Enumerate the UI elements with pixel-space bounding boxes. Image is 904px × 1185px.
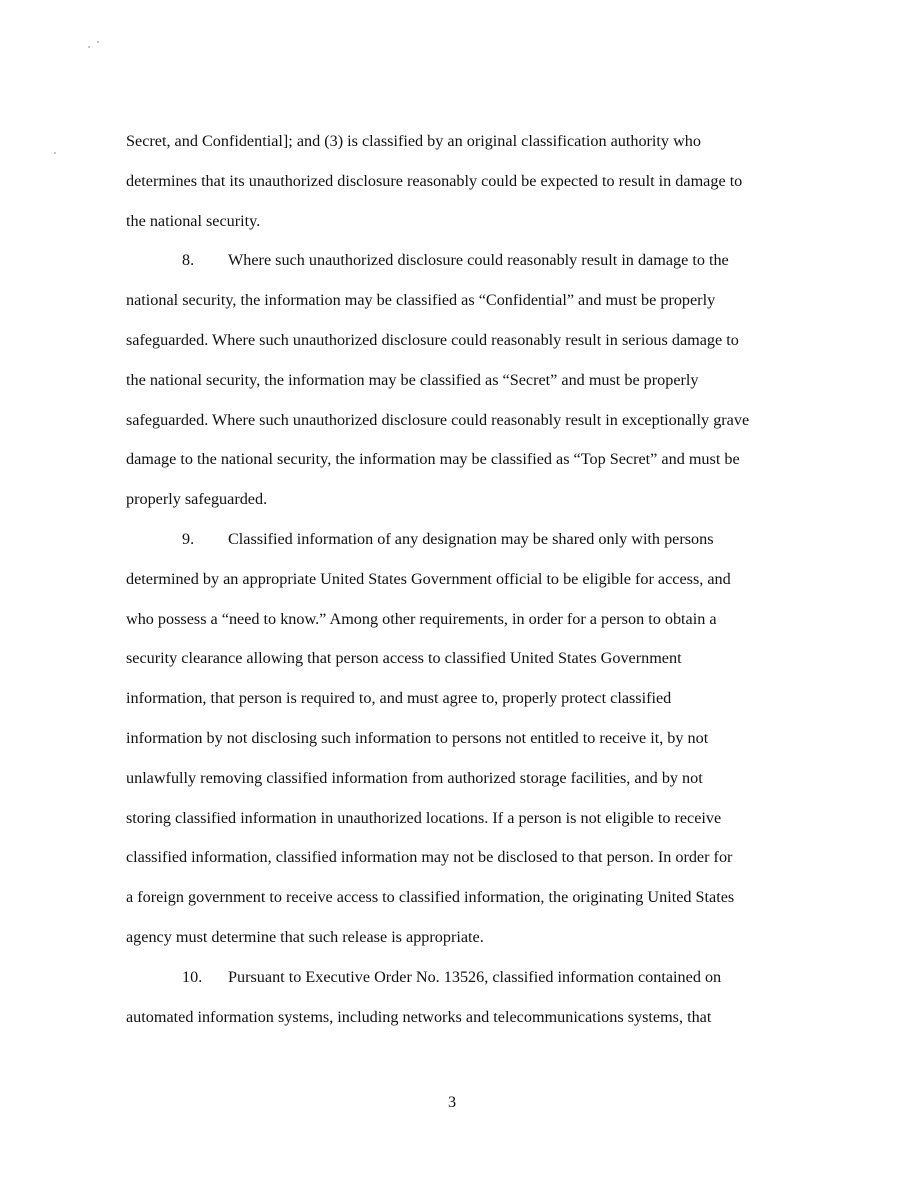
scan-speck (54, 152, 56, 154)
text-line: the national security. (126, 211, 261, 230)
paragraph-number: 10. (182, 967, 203, 986)
text-line: the national security, the information may be classified as “Secret” and must be properly (126, 370, 699, 389)
text-line: who possess a “need to know.” Among other requirements, in order for a person to obtain a (126, 609, 717, 628)
paragraph-number: 9. (182, 529, 195, 548)
text-line: a foreign government to receive access to classified information, the originating United States (126, 888, 735, 907)
page-number: 3 (447, 1093, 457, 1111)
text-line: determines that its unauthorized disclosure reasonably could be expected to result in damage to (126, 171, 743, 190)
text-line: safeguarded. Where such unauthorized disclosure could reasonably result in exceptionally grave (126, 410, 750, 429)
text-line: safeguarded. Where such unauthorized disclosure could reasonably result in serious damage to (126, 330, 739, 349)
continuation-text (126, 122, 786, 241)
text-line: damage to the national security, the information may be classified as “Top Secret” and must be (126, 450, 740, 469)
text-line: automated information systems, including networks and telecommunications systems, that (126, 1007, 712, 1026)
paragraph-9 (126, 520, 786, 958)
text-line: Secret, and Confidential]; and (3) is classified by an original classification authority who (126, 132, 701, 150)
text-line: Pursuant to Executive Order No. 13526, classified information contained on (228, 967, 722, 986)
paragraph-first-line (126, 520, 786, 560)
paragraph-first-line (126, 241, 786, 281)
document-body (126, 122, 786, 1037)
text-line: storing classified information in unauthorized locations. If a person is not eligible to receive (126, 808, 722, 827)
text-line: security clearance allowing that person access to classified United States Government (126, 649, 682, 668)
text-line: agency must determine that such release is appropriate. (126, 927, 484, 946)
text-line: classified information, classified information may not be disclosed to that person. In order for (126, 848, 733, 867)
paragraph-10 (126, 958, 786, 1038)
paragraph-number: 8. (182, 251, 195, 270)
paragraph-8 (126, 241, 786, 520)
text-line: unlawfully removing classified information from authorized storage facilities, and by not (126, 768, 703, 787)
paragraph-first-line (126, 958, 786, 998)
text-line: information, that person is required to, and must agree to, properly protect classified (126, 689, 672, 708)
scan-speck (97, 41, 99, 43)
text-line: information by not disclosing such information to persons not entitled to receive it, by not (126, 728, 709, 747)
text-line: Where such unauthorized disclosure could reasonably result in damage to the (228, 251, 729, 270)
text-line: national security, the information may be classified as “Confidential” and must be properly (126, 291, 716, 310)
text-line: determined by an appropriate United States Government official to be eligible for access, and (126, 569, 731, 588)
text-line: properly safeguarded. (126, 490, 268, 509)
scan-speck (88, 46, 90, 48)
text-line: Classified information of any designation may be shared only with persons (228, 529, 714, 548)
